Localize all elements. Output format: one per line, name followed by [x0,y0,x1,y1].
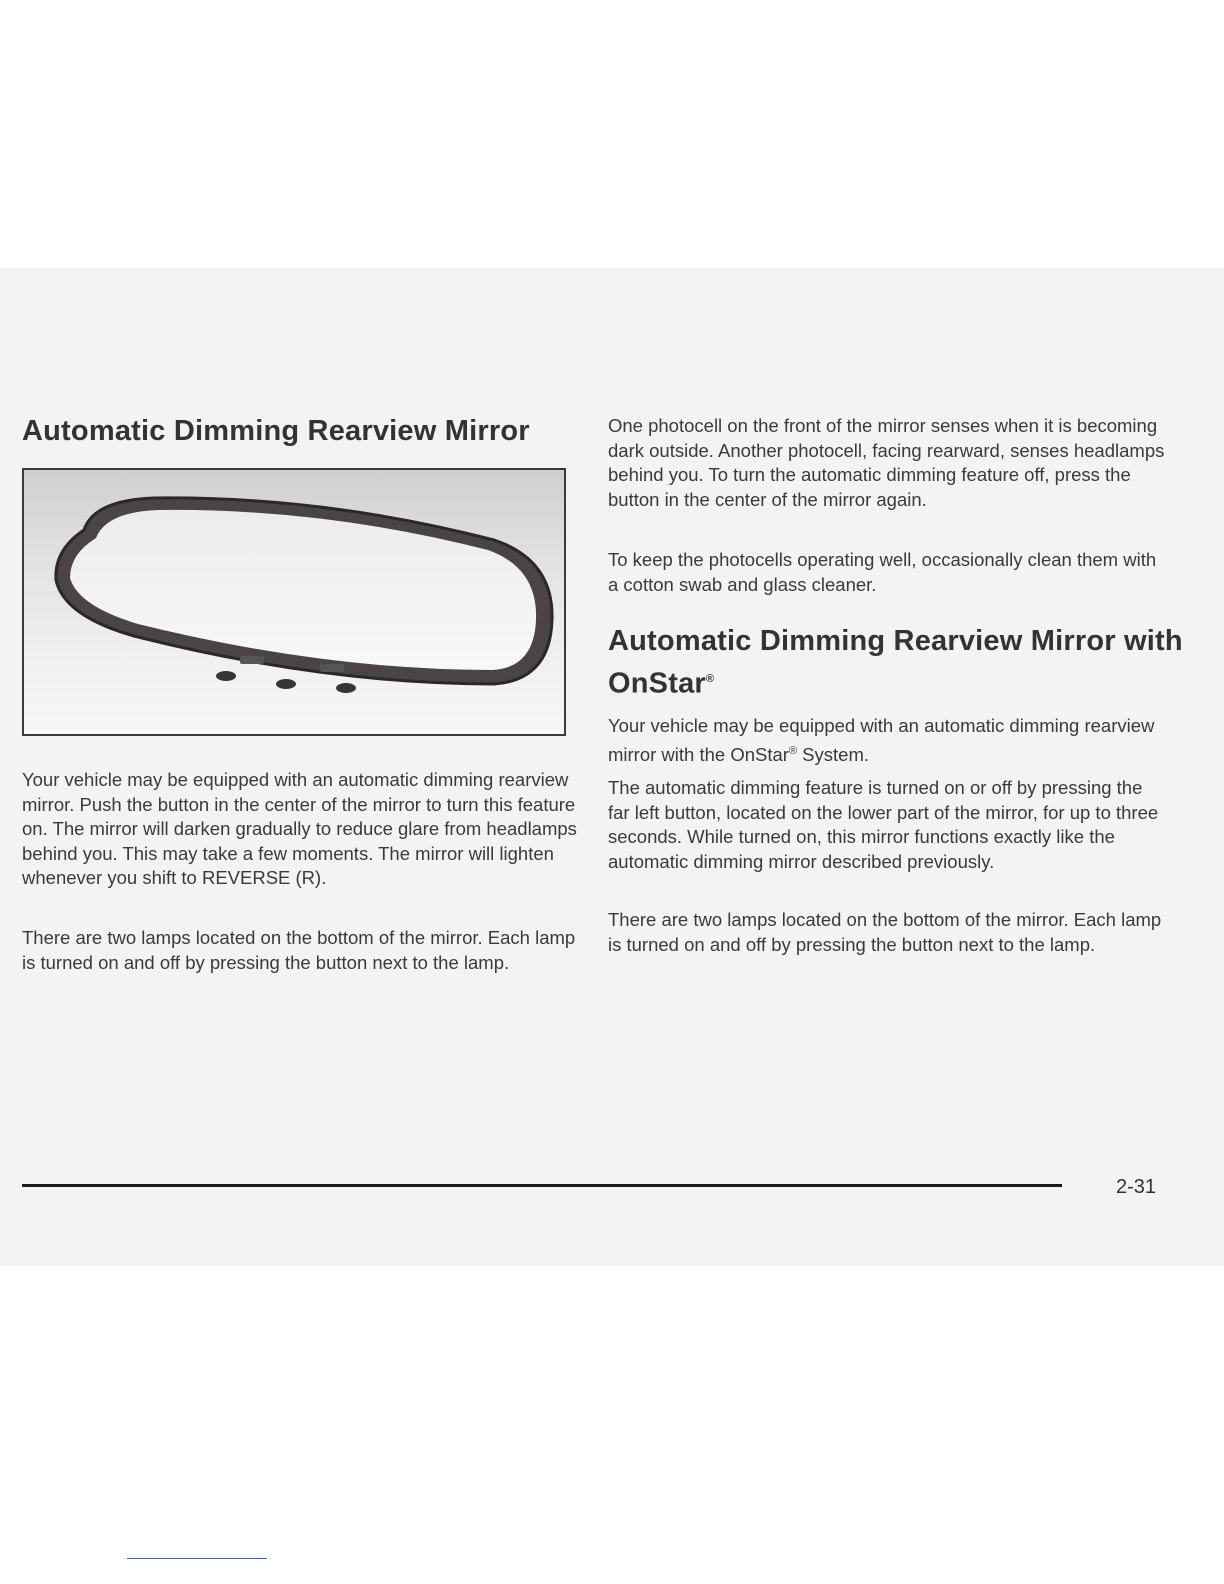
right-paragraph-2: To keep the photocells operating well, occasionally clean them with a cotton swab and glass cleaner. [608,549,1157,595]
registered-mark: ® [705,673,715,685]
section-title-mirror-onstar [608,622,1188,703]
right-paragraph-3-end: System. [797,743,870,765]
mirror-button-left [216,671,236,681]
mirror-image [24,470,564,734]
left-paragraph-1: Your vehicle may be equipped with an automatic dimming rearview mirror. Push the button in the center of the mirror to turn this feature on. The mirror will darken gradually to reduce glare from headlamps behind you. This may take a few moments. The mirror will lighten whenever you shift to REVERSE (R). [22,769,577,888]
bottom-link-underline [127,1558,267,1559]
right-paragraph-3 [608,714,1168,767]
rearview-mirror-illustration [22,468,566,736]
page-number: 2-31 [1116,1176,1157,1198]
mirror-button-center [276,679,296,689]
right-paragraph-5: There are two lamps located on the bottom of the mirror. Each lamp is turned on and off by pressing the button next to the lamp. [608,909,1162,955]
mirror-button-right [336,683,356,693]
section-title-mirror: Automatic Dimming Rearview Mirror [22,415,530,447]
left-paragraph-2: There are two lamps located on the bottom of the mirror. Each lamp is turned on and off by pressing the button next to the lamp. [22,927,576,973]
right-paragraph-4: The automatic dimming feature is turned on or off by pressing the far left button, located on the lower part of the mirror, for up to three seconds. While turned on, this mirror functions exactly like the automatic dimming mirror described previously. [608,777,1159,872]
registered-mark-inline: ® [788,744,798,757]
footer-rule [22,1184,1062,1187]
section-title-text: Automatic Dimming Rearview Mirror with OnStar [608,625,1183,700]
right-paragraph-3-start: Your vehicle may be equipped with an automatic dimming rearview mirror with the OnStar [608,715,1155,765]
mirror-lamp-left [240,656,264,664]
mirror-lamp-right [320,664,344,672]
right-paragraph-1: One photocell on the front of the mirror senses when it is becoming dark outside. Another photocell, facing rearward, senses headlamps behind you. To turn the automatic dimming feature off, press the button in the center of the mirror again. [608,415,1165,510]
